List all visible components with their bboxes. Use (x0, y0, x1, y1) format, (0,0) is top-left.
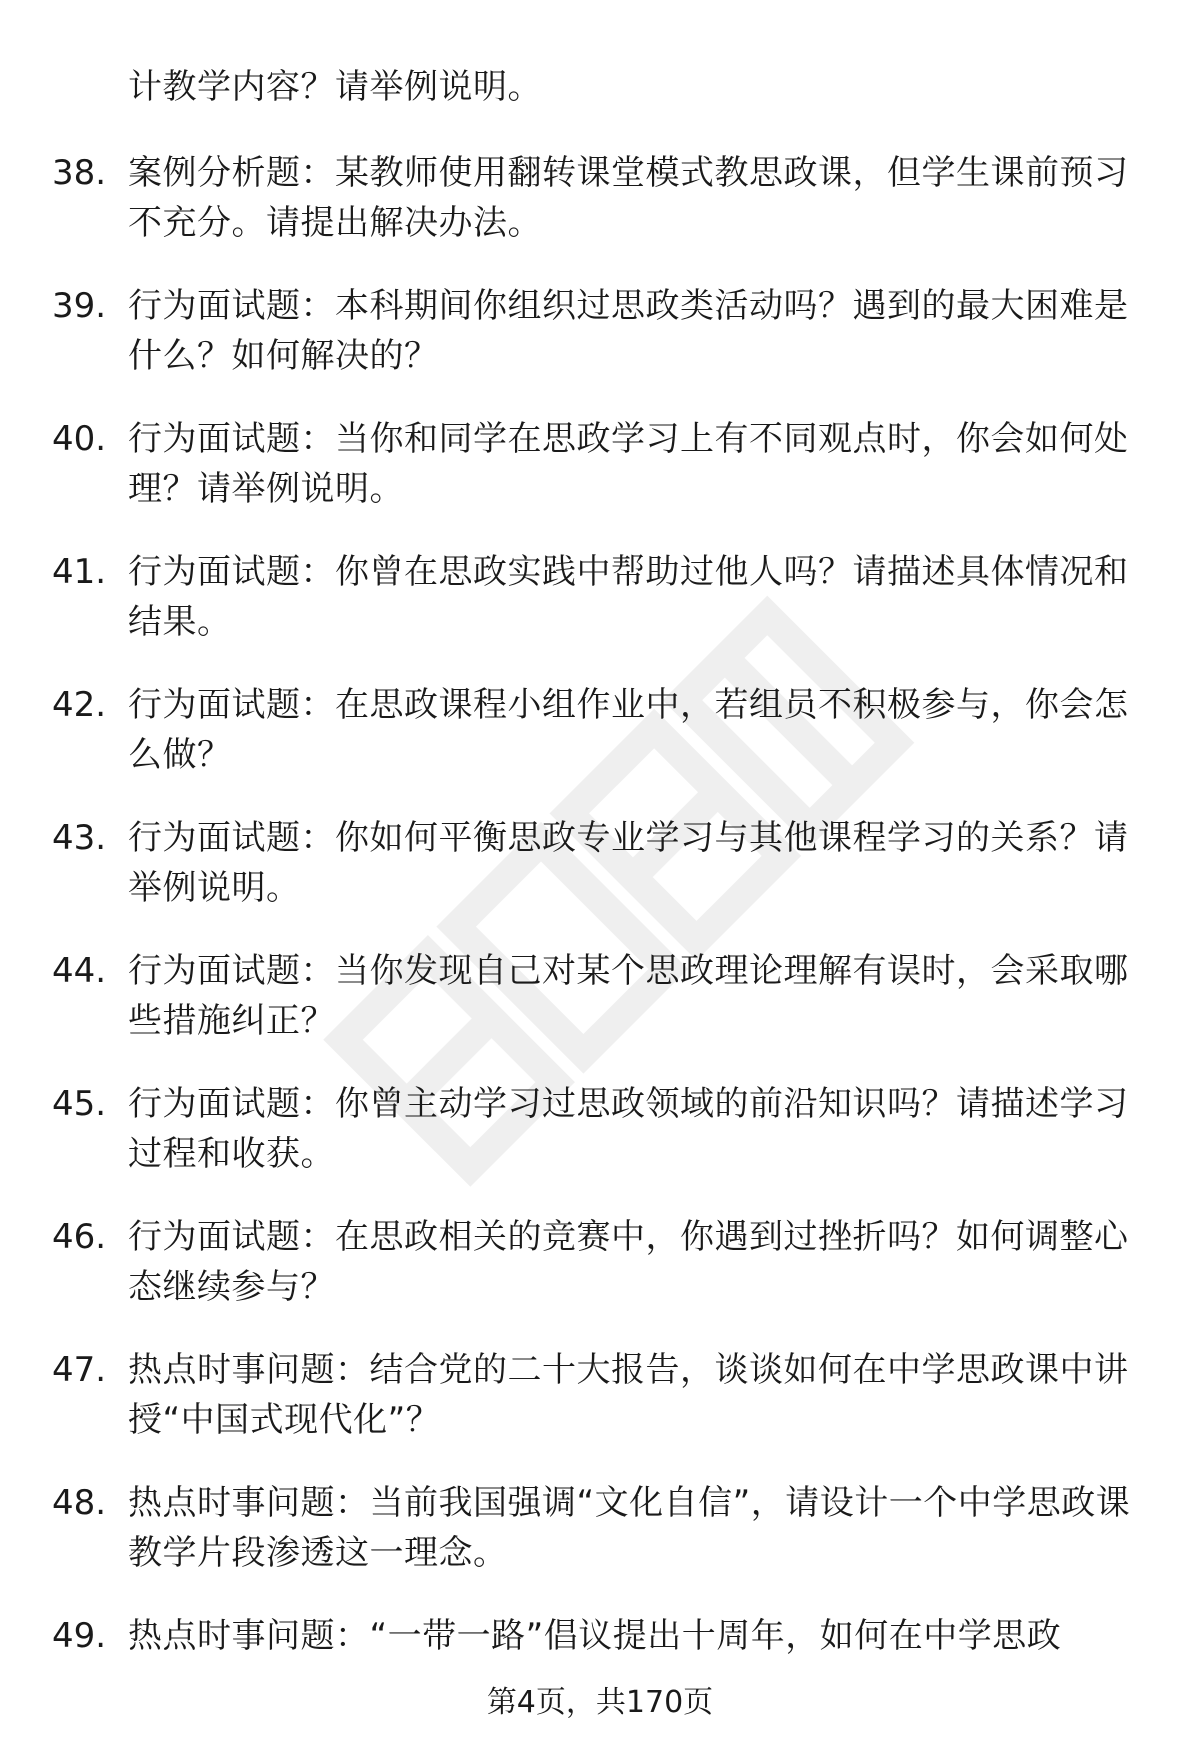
page-footer: 第4页，共170页 (486, 1685, 714, 1720)
continuation-text: 计教学内容？请举例说明。 (128, 67, 542, 107)
question-text: 热点时事问题：当前我国强调“文化自信”，请设计一个中学思政课教学片段渗透这一理念。 (128, 1483, 1131, 1573)
question-item (0, 1470, 1200, 1603)
question-item (0, 539, 1200, 672)
question-list (0, 140, 1200, 1736)
question-number: 45. (52, 1084, 107, 1124)
question-number: 38. (52, 153, 107, 193)
question-item (0, 1204, 1200, 1337)
question-item (0, 406, 1200, 539)
question-number: 48. (52, 1483, 107, 1523)
question-text: 行为面试题：在思政相关的竞赛中，你遇到过挫折吗？如何调整心态继续参与？ (128, 1217, 1129, 1307)
question-item (0, 1071, 1200, 1204)
question-text: 行为面试题：你如何平衡思政专业学习与其他课程学习的关系？请举例说明。 (128, 818, 1129, 908)
question-number: 39. (52, 286, 107, 326)
question-text: 行为面试题：在思政课程小组作业中，若组员不积极参与，你会怎么做？ (128, 685, 1129, 775)
question-text: 行为面试题：你曾在思政实践中帮助过他人吗？请描述具体情况和结果。 (128, 552, 1129, 642)
question-text: 行为面试题：当你和同学在思政学习上有不同观点时，你会如何处理？请举例说明。 (128, 419, 1129, 509)
question-number: 40. (52, 419, 107, 459)
question-number: 44. (52, 951, 107, 991)
question-number: 47. (52, 1350, 107, 1390)
question-text: 行为面试题：当你发现自己对某个思政理论理解有误时，会采取哪些措施纠正？ (128, 951, 1129, 1041)
question-item (0, 140, 1200, 273)
question-number: 42. (52, 685, 107, 725)
question-item (0, 938, 1200, 1071)
question-item (0, 273, 1200, 406)
question-number: 46. (52, 1217, 107, 1257)
question-item (0, 805, 1200, 938)
question-text: 行为面试题：本科期间你组织过思政类活动吗？遇到的最大困难是什么？如何解决的？ (128, 286, 1129, 376)
question-number: 49. (52, 1616, 107, 1656)
question-text: 案例分析题：某教师使用翻转课堂模式教思政课，但学生课前预习不充分。请提出解决办法。 (128, 153, 1129, 243)
question-text: 行为面试题：你曾主动学习过思政领域的前沿知识吗？请描述学习过程和收获。 (128, 1084, 1129, 1174)
question-number: 43. (52, 818, 107, 858)
question-item (0, 672, 1200, 805)
question-number: 41. (52, 552, 107, 592)
question-item (0, 1337, 1200, 1470)
question-text: 热点时事问题：结合党的二十大报告，谈谈如何在中学思政课中讲授“中国式现代化”？ (128, 1350, 1129, 1440)
question-text: 热点时事问题：“一带一路”倡议提出十周年，如何在中学思政 (128, 1616, 1062, 1656)
